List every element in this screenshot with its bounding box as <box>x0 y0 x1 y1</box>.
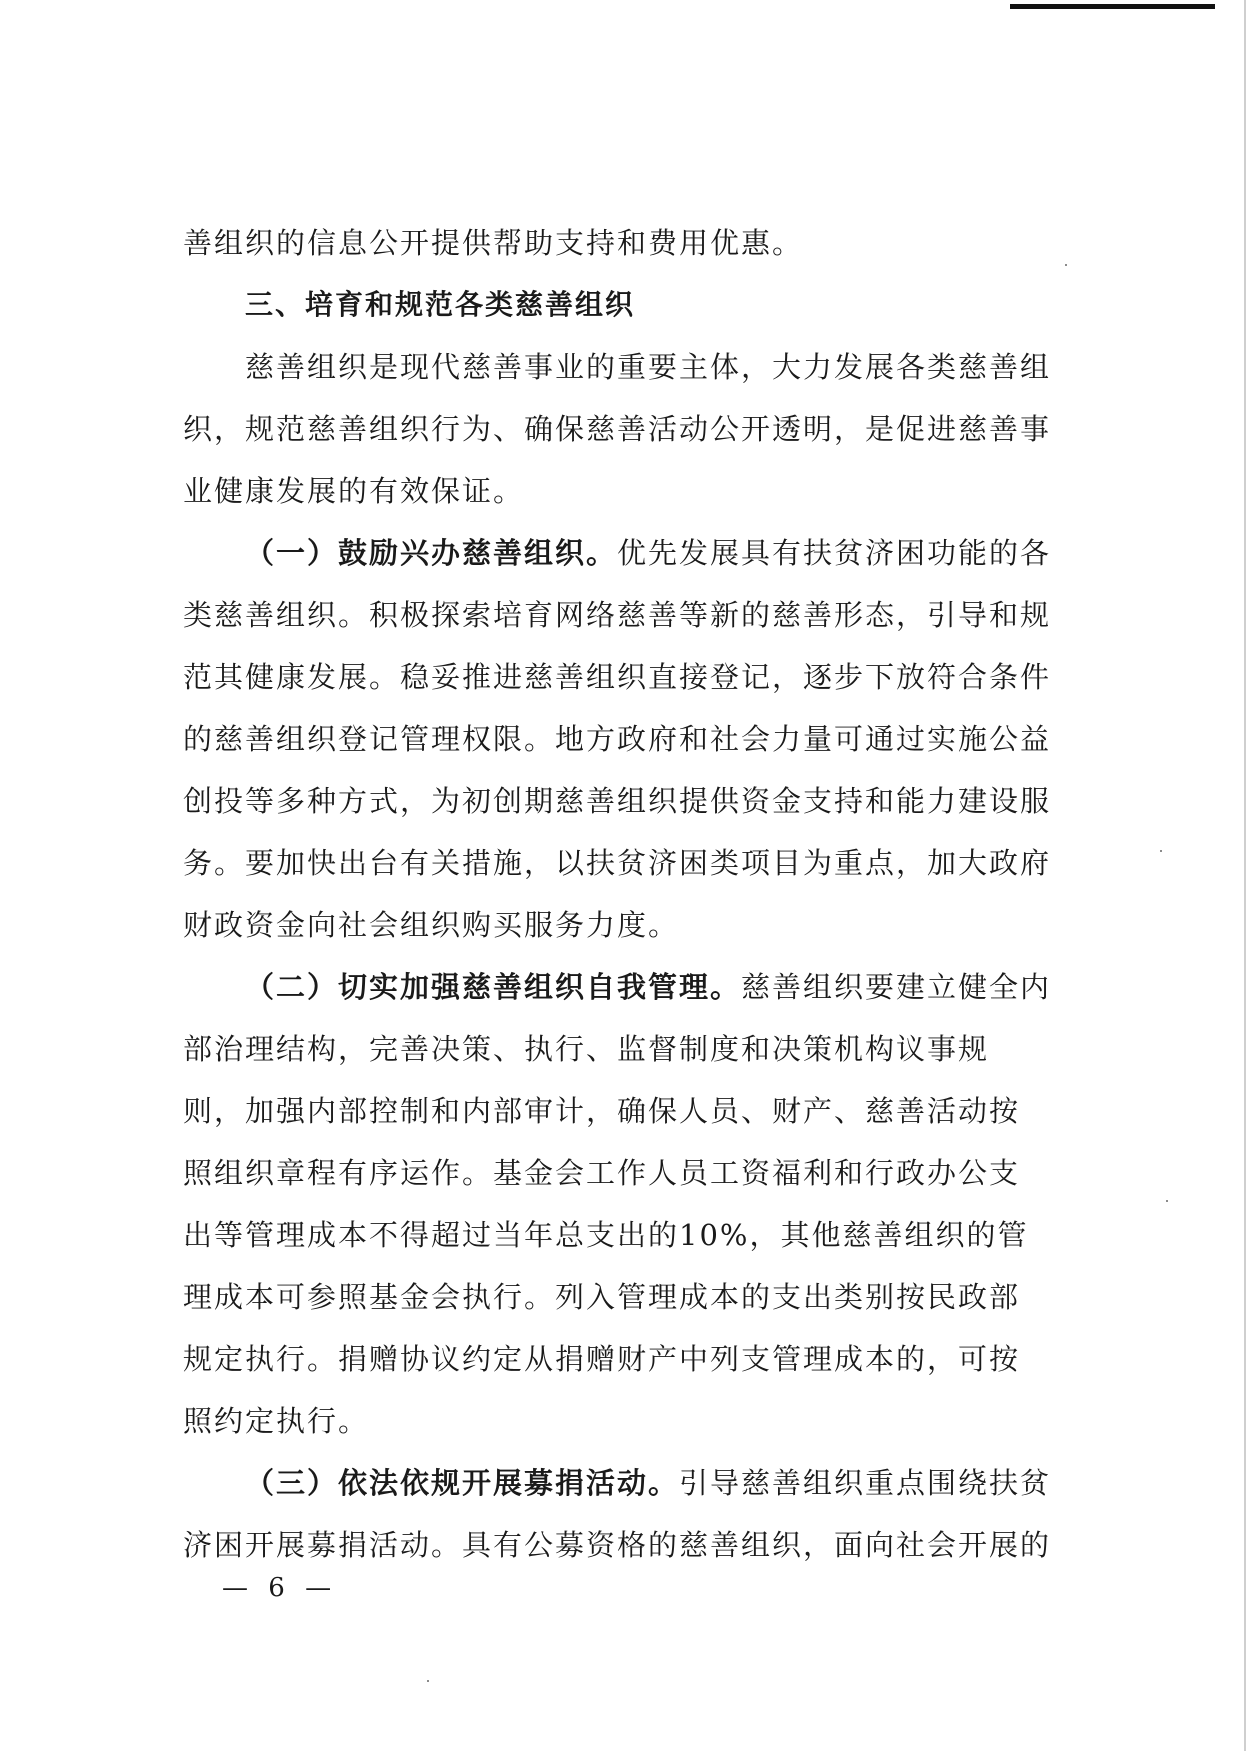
subheading-2: （二）切实加强慈善组织自我管理。 <box>245 970 742 1004</box>
text-line: 部治理结构，完善决策、执行、监督制度和决策机构议事规 <box>183 1032 990 1066</box>
text-line: 类慈善组织。积极探索培育网络慈善等新的慈善形态，引导和规 <box>183 598 1052 632</box>
paragraph-line <box>245 522 1098 584</box>
top-rule <box>1010 4 1215 9</box>
scan-edge <box>1244 0 1246 1751</box>
text-run: 优先发展具有扶贫济困功能的各 <box>617 536 1052 570</box>
text-line: 照组织章程有序运作。基金会工作人员工资福利和行政办公支 <box>183 1156 1021 1190</box>
text-line: 照约定执行。 <box>183 1404 370 1438</box>
subheading-1: （一）鼓励兴办慈善组织。 <box>245 536 618 570</box>
text-line: 规定执行。捐赠协议约定从捐赠财产中列支管理成本的，可按 <box>183 1342 1021 1376</box>
text-line: 创投等多种方式，为初创期慈善组织提供资金支持和能力建设服 <box>183 784 1052 818</box>
text-line: 范其健康发展。稳妥推进慈善组织直接登记，逐步下放符合条件 <box>183 660 1052 694</box>
text-line: 织，规范慈善组织行为、确保慈善活动公开透明，是促进慈善事 <box>183 412 1052 446</box>
text-run: 慈善组织要建立健全内 <box>741 970 1052 1004</box>
text-line: 财政资金向社会组织购买服务力度。 <box>183 908 680 942</box>
text-line: 济困开展募捐活动。具有公募资格的慈善组织，面向社会开展的 <box>183 1528 1052 1562</box>
text-run: 引导慈善组织重点围绕扶贫 <box>679 1466 1052 1500</box>
text-line: 业健康发展的有效保证。 <box>183 474 525 508</box>
page-number: — 6 — <box>222 1573 338 1603</box>
paragraph-line <box>245 1452 1098 1514</box>
text-line: 理成本可参照基金会执行。列入管理成本的支出类别按民政部 <box>183 1280 1021 1314</box>
scan-speck <box>1160 850 1162 852</box>
section-heading: 三、培育和规范各类慈善组织 <box>245 288 636 321</box>
text-line: 善组织的信息公开提供帮助支持和费用优惠。 <box>183 226 804 260</box>
scan-speck <box>1166 1200 1168 1202</box>
text-line: 出等管理成本不得超过当年总支出的10%，其他慈善组织的管 <box>183 1218 1029 1252</box>
text-line: 务。要加快出台有关措施，以扶贫济困类项目为重点，加大政府 <box>183 846 1052 880</box>
paragraph-line <box>245 956 1098 1018</box>
subheading-3: （三）依法依规开展募捐活动。 <box>245 1466 680 1500</box>
text-line: 的慈善组织登记管理权限。地方政府和社会力量可通过实施公益 <box>183 722 1052 756</box>
text-line: 则，加强内部控制和内部审计，确保人员、财产、慈善活动按 <box>183 1094 1021 1128</box>
text-line: 慈善组织是现代慈善事业的重要主体，大力发展各类慈善组 <box>245 350 1052 384</box>
scan-speck <box>427 1680 429 1682</box>
